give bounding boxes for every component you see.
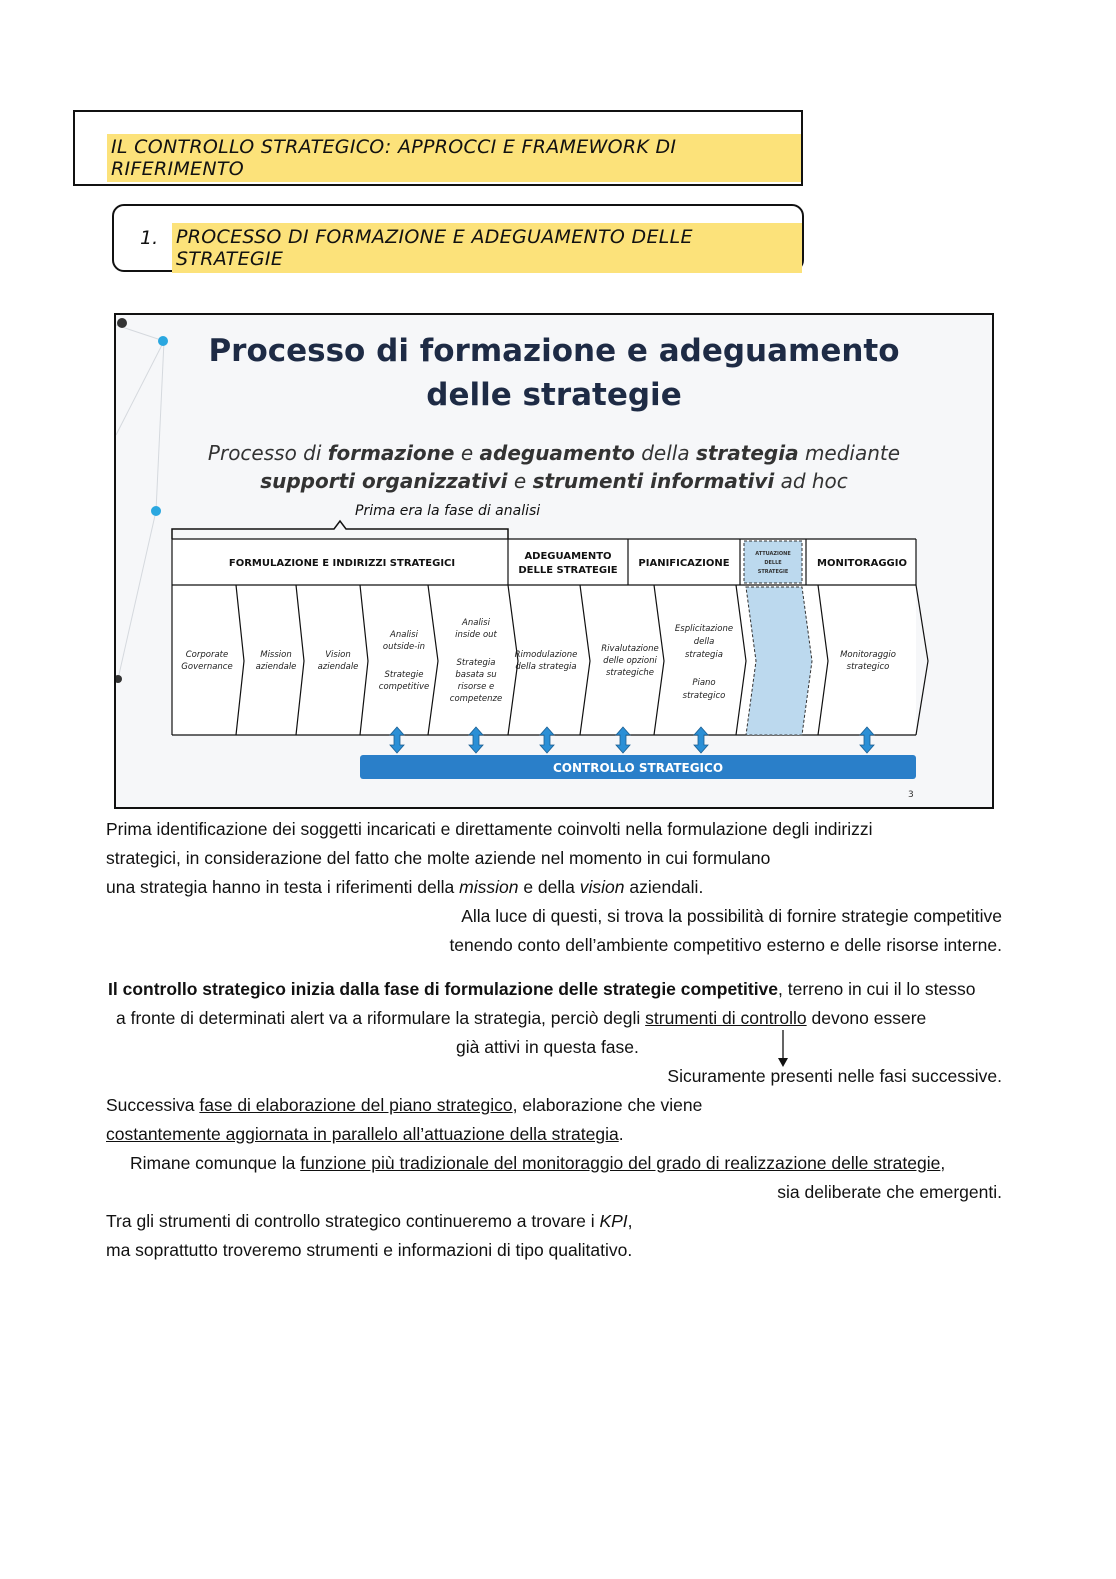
step-espl-1: Esplicitazione xyxy=(674,624,734,634)
step-corporate-2: Governance xyxy=(181,662,233,672)
process-slide xyxy=(114,313,994,809)
step-rival-2: delle opzioni xyxy=(603,656,657,666)
slide-title-line2: delle strategie xyxy=(426,377,682,413)
step-corporate-1: Corporate xyxy=(185,650,229,660)
phase-adeguamento-2: DELLE STRATEGIE xyxy=(518,565,618,576)
main-title: IL CONTROLLO STRATEGICO: APPROCCI E FRAMEWORK DI RIFERIMENTO xyxy=(107,134,801,182)
body-p2-l2: tenendo conto dell’ambiente competitivo esterno e delle risorse interne. xyxy=(449,935,1002,955)
step-rival-1: Rivalutazione xyxy=(601,644,659,654)
main-title-box xyxy=(73,110,803,186)
step-inside-3: Strategia xyxy=(456,658,496,668)
step-vision-2: aziendale xyxy=(317,662,359,672)
step-vision-1: Vision xyxy=(325,650,351,660)
phase-formulazione: FORMULAZIONE E INDIRIZZI STRATEGICI xyxy=(228,558,456,569)
step-monit-2: strategico xyxy=(846,662,890,672)
step-inside-2: inside out xyxy=(455,630,497,640)
control-bar-label: CONTROLLO STRATEGICO xyxy=(552,761,724,775)
step-mission-2: aziendale xyxy=(255,662,297,672)
process-diagram xyxy=(116,315,992,807)
section-header-box xyxy=(112,204,804,272)
body-p2-l1: Alla luce di questi, si trova la possibilità di fornire strategie competitive xyxy=(461,906,1002,926)
slide-subtitle-line1: Processo di formazione e adeguamento della strategia mediante xyxy=(207,441,901,465)
body-p6-l1: Tra gli strumenti di controllo strategico continueremo a trovare i KPI, xyxy=(106,1211,633,1231)
step-espl-2: della xyxy=(693,637,715,647)
dot-icon xyxy=(117,318,127,328)
body-p3-l2: a fronte di determinati alert va a riformulare la strategia, perciò degli strumenti di controllo devono essere xyxy=(116,1008,927,1028)
phase-attuazione-2: DELLE xyxy=(764,560,782,566)
body-p4-l2: costantemente aggiornata in parallelo all’attuazione della strategia. xyxy=(106,1124,624,1144)
step-mission-1: Mission xyxy=(260,650,292,660)
phase-pianificazione: PIANIFICAZIONE xyxy=(638,558,730,569)
section-title: PROCESSO DI FORMAZIONE E ADEGUAMENTO DELLE STRATEGIE xyxy=(172,223,802,273)
slide-page-number: 3 xyxy=(908,790,914,800)
step-espl-3: strategia xyxy=(685,650,723,660)
dot-icon xyxy=(116,675,122,683)
body-p3-l3: già attivi in questa fase. xyxy=(456,1037,639,1057)
slide-subtitle-line2: supporti organizzativi e strumenti informativi ad hoc xyxy=(260,469,848,493)
section-number: 1. xyxy=(140,227,159,249)
dot-icon xyxy=(151,506,161,516)
step-outside-1: Analisi xyxy=(390,630,418,640)
phase-monitoraggio: MONITORAGGIO xyxy=(817,558,907,569)
body-p1-l3: una strategia hanno in testa i riferimenti della mission e della vision aziendali. xyxy=(106,877,704,897)
phase-attuazione-1: ATTUAZIONE xyxy=(755,551,791,557)
step-inside-4: basata su xyxy=(455,670,497,680)
body-p5-l1: Rimane comunque la funzione più tradizionale del monitoraggio del grado di realizzazione delle strategie, xyxy=(130,1153,946,1173)
body-p3-l4: Sicuramente presenti nelle fasi successive. xyxy=(667,1066,1002,1086)
step-inside-1: Analisi xyxy=(462,618,490,628)
body-p6-l2: ma soprattutto troveremo strumenti e informazioni di tipo qualitativo. xyxy=(106,1240,633,1260)
step-outside-2: outside-in xyxy=(382,642,426,652)
slide-title-line1: Processo di formazione e adeguamento xyxy=(208,333,900,369)
body-p3-l1: Il controllo strategico inizia dalla fase di formulazione delle strategie competitive, terreno in cui il lo stesso xyxy=(108,979,976,999)
step-outside-3: Strategie xyxy=(384,670,424,680)
network-decoration xyxy=(116,325,164,679)
body-p1-l2: strategici, in considerazione del fatto che molte aziende nel momento in cui formulano xyxy=(106,848,771,868)
annotation-note: Prima era la fase di analisi xyxy=(355,503,541,519)
step-rimod-2: della strategia xyxy=(515,662,577,672)
body-p4-l1: Successiva fase di elaborazione del piano strategico, elaborazione che viene xyxy=(106,1095,703,1115)
step-espl-5: strategico xyxy=(682,691,726,701)
step-monit-1: Monitoraggio xyxy=(840,650,896,660)
step-inside-5: risorse e xyxy=(457,682,495,692)
body-p1-l1: Prima identificazione dei soggetti incaricati e direttamente coinvolti nella formulazione degli indirizzi xyxy=(106,819,873,839)
phase-attuazione-3: STRATEGIE xyxy=(757,569,789,575)
step-inside-6: competenze xyxy=(449,694,503,704)
step-rimod-1: Rimodulazione xyxy=(514,650,578,660)
attuazione-chevron xyxy=(746,587,812,735)
phase-adeguamento-1: ADEGUAMENTO xyxy=(524,551,612,562)
body-p5-l2: sia deliberate che emergenti. xyxy=(777,1182,1002,1202)
step-outside-4: competitive xyxy=(378,682,430,692)
step-rival-3: strategiche xyxy=(605,668,655,678)
dot-icon xyxy=(158,336,168,346)
step-espl-4: Piano xyxy=(692,678,716,688)
annotation-brace xyxy=(172,521,508,539)
